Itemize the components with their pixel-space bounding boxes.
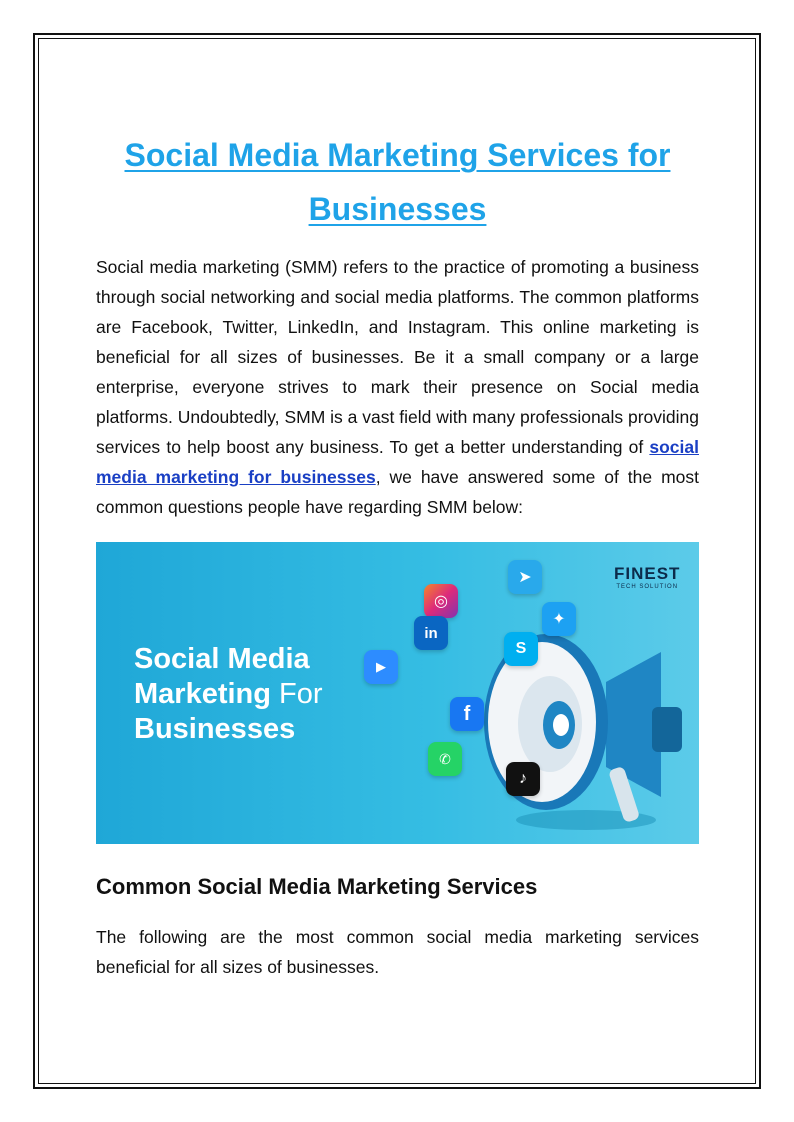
banner-line-3: Businesses xyxy=(134,713,296,745)
page-title[interactable]: Social Media Marketing Services for Businesses xyxy=(124,137,671,227)
tiktok-icon: ♪ xyxy=(506,762,540,796)
telegram-icon: ➤ xyxy=(508,560,542,594)
twitter-icon: ✦ xyxy=(542,602,576,636)
video-call-icon: ▶ xyxy=(364,650,398,684)
instagram-icon: ◎ xyxy=(424,584,458,618)
intro-text-before: Social media marketing (SMM) refers to the practice of promoting a business through social networking and social media platforms. The common platforms are Facebook, Twitter, LinkedIn, and Instagram. This online marketing is beneficial for all sizes of businesses. Be it a small company or a large enterprise, everyone strives to mark their presence on Social media platforms. Undoubtedly, SMM is a vast field with many professionals providing services to help boost any business. To get a better understanding of xyxy=(96,257,699,457)
section-heading: Common Social Media Marketing Services xyxy=(96,874,538,899)
skype-icon: S xyxy=(504,632,538,666)
intro-paragraph xyxy=(96,252,699,522)
banner-line-2: Marketing For xyxy=(134,678,323,710)
banner-heading xyxy=(134,642,323,747)
smm-banner-image xyxy=(96,542,699,844)
smm-businesses-link[interactable]: social media marketing for businesses xyxy=(96,437,699,487)
brand-name: FINEST xyxy=(614,564,681,583)
intro-text-after: , we have answered some of the most common questions people have regarding SMM below: xyxy=(96,467,699,517)
facebook-icon: f xyxy=(450,697,484,731)
linkedin-icon: in xyxy=(414,616,448,650)
document-content xyxy=(96,128,699,982)
brand-tagline: TECH SOLUTION xyxy=(616,584,679,590)
section-paragraph: The following are the most common social media marketing services beneficial for all sizes of businesses. xyxy=(96,927,699,977)
whatsapp-icon: ✆ xyxy=(428,742,462,776)
banner-line-1: Social Media xyxy=(134,643,310,675)
